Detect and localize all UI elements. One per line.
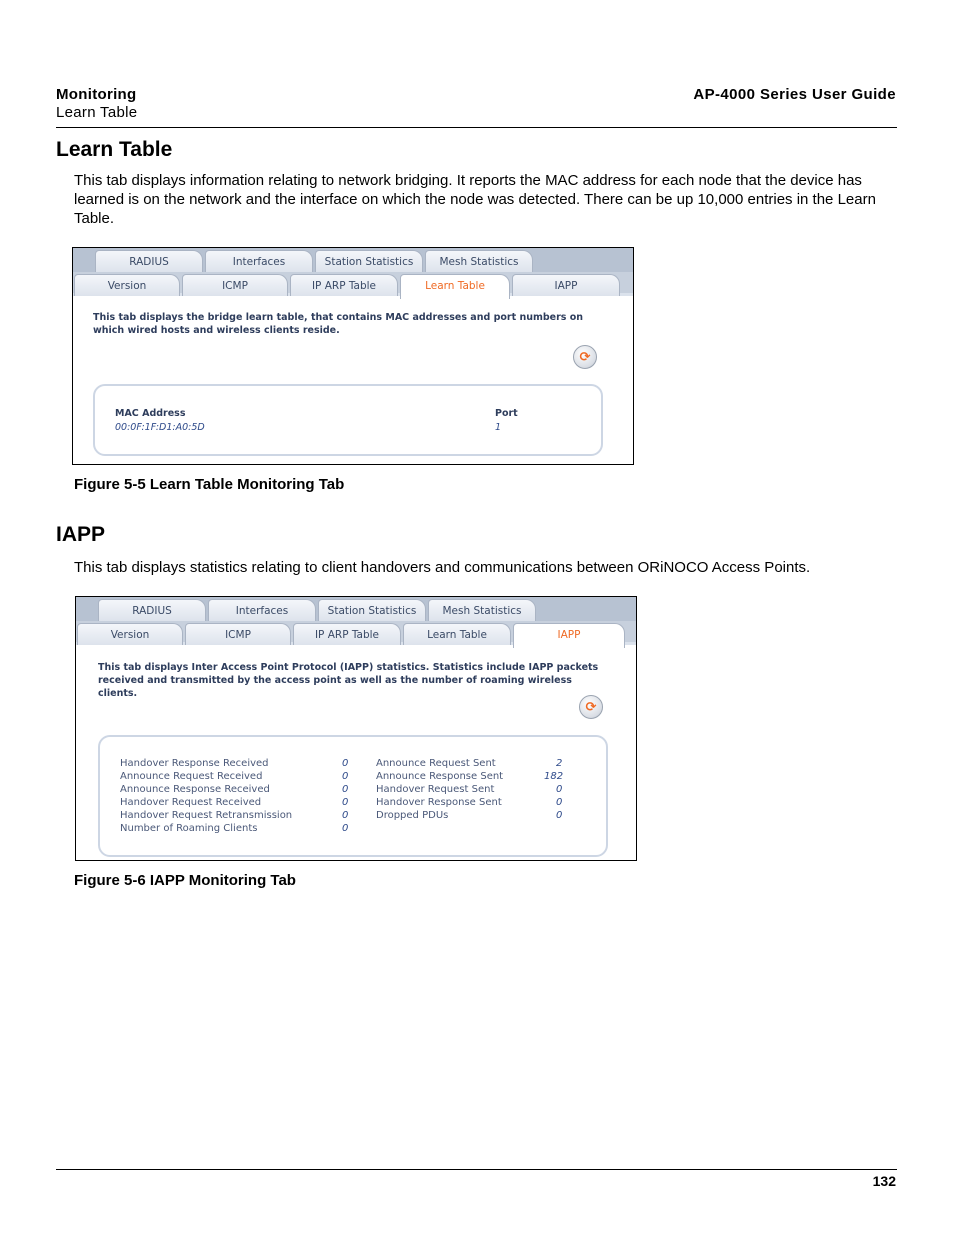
tab-icmp[interactable]: ICMP [182, 274, 288, 296]
stat-value-announce-response-sent: 182 [544, 771, 564, 782]
table-cell-port: 1 [495, 422, 502, 433]
tab-row-front [76, 621, 636, 645]
figure-caption-5-6: Figure 5-6 IAPP Monitoring Tab [74, 872, 296, 889]
tab-interfaces[interactable]: Interfaces [205, 250, 313, 272]
column-header-port: Port [495, 408, 518, 419]
iapp-body: This tab displays statistics relating to client handovers and communications between ORiNOCO Access Points. [74, 559, 811, 576]
tab-station-statistics[interactable]: Station Statistics [318, 599, 426, 621]
tab-row-front [73, 272, 633, 296]
refresh-icon[interactable]: ⟳ [579, 695, 603, 719]
iapp-stats-panel [98, 735, 608, 857]
header-section: Monitoring [56, 86, 137, 103]
stat-value-dropped-pdus: 0 [556, 810, 563, 821]
refresh-icon[interactable]: ⟳ [573, 345, 597, 369]
stat-label-handover-request-retransmission: Handover Request Retransmission [120, 810, 293, 821]
stat-label-announce-request-sent: Announce Request Sent [376, 758, 496, 769]
stat-value-announce-request-received: 0 [342, 771, 349, 782]
learn-table-panel [93, 384, 603, 456]
tab-mesh-statistics[interactable]: Mesh Statistics [428, 599, 536, 621]
tab-interfaces[interactable]: Interfaces [208, 599, 316, 621]
table-cell-mac: 00:0F:1F:D1:A0:5D [115, 422, 205, 433]
figure-caption-5-5: Figure 5-5 Learn Table Monitoring Tab [74, 476, 345, 493]
tab-radius[interactable]: RADIUS [98, 599, 206, 621]
tab-icmp[interactable]: ICMP [185, 623, 291, 645]
tab-version[interactable]: Version [77, 623, 183, 645]
tab-row-back [76, 597, 636, 621]
stat-label-handover-request-received: Handover Request Received [120, 797, 262, 808]
stat-value-handover-response-sent: 0 [556, 797, 563, 808]
header-guide-title: AP-4000 Series User Guide [693, 86, 896, 103]
stat-label-handover-request-sent: Handover Request Sent [376, 784, 495, 795]
learn-table-screenshot [72, 247, 634, 465]
page-number: 132 [872, 1173, 896, 1189]
tab-row-back [73, 248, 633, 272]
learn-table-body: This tab displays information relating to network bridging. It reports the MAC address for each node that the device has learned is on the network and the interface on which the node was detected. There can be up 10,000 entries in the Learn Table. [74, 172, 876, 227]
tab-ip-arp-table[interactable]: IP ARP Table [293, 623, 401, 645]
footer-rule [56, 1169, 897, 1170]
tab-mesh-statistics[interactable]: Mesh Statistics [425, 250, 533, 272]
stat-label-handover-response-received: Handover Response Received [120, 758, 269, 769]
stat-label-announce-response-sent: Announce Response Sent [376, 771, 504, 782]
column-header-mac: MAC Address [115, 408, 186, 419]
iapp-description: This tab displays Inter Access Point Protocol (IAPP) statistics. Statistics include IAPP packets received and transmitted by the access point as well as the number of roaming wireless clients. [98, 662, 599, 699]
stat-label-dropped-pdus: Dropped PDUs [376, 810, 449, 821]
stat-value-handover-request-retransmission: 0 [342, 810, 349, 821]
tab-learn-table[interactable]: Learn Table [403, 623, 511, 645]
iapp-screenshot [75, 596, 637, 861]
tab-learn-table[interactable]: Learn Table [400, 274, 510, 299]
stat-value-announce-response-received: 0 [342, 784, 349, 795]
stat-label-announce-response-received: Announce Response Received [120, 784, 270, 795]
stat-value-handover-request-sent: 0 [556, 784, 563, 795]
learn-table-description: This tab displays the bridge learn table, that contains MAC addresses and port numbers on which wired hosts and wireless clients reside. [93, 312, 584, 336]
header-rule [56, 127, 897, 128]
stat-value-number-of-roaming-clients: 0 [342, 823, 349, 834]
tab-iapp[interactable]: IAPP [513, 623, 625, 648]
tab-ip-arp-table[interactable]: IP ARP Table [290, 274, 398, 296]
tab-radius[interactable]: RADIUS [95, 250, 203, 272]
stat-label-handover-response-sent: Handover Response Sent [376, 797, 502, 808]
tab-version[interactable]: Version [74, 274, 180, 296]
stat-label-announce-request-received: Announce Request Received [120, 771, 263, 782]
iapp-heading: IAPP [56, 523, 106, 546]
header-subsection: Learn Table [56, 104, 138, 121]
tab-iapp[interactable]: IAPP [512, 274, 620, 296]
stat-value-handover-request-received: 0 [342, 797, 349, 808]
stat-value-announce-request-sent: 2 [556, 758, 563, 769]
stat-label-number-of-roaming-clients: Number of Roaming Clients [120, 823, 258, 834]
learn-table-heading: Learn Table [56, 138, 173, 161]
tab-station-statistics[interactable]: Station Statistics [315, 250, 423, 272]
stat-value-handover-response-received: 0 [342, 758, 349, 769]
